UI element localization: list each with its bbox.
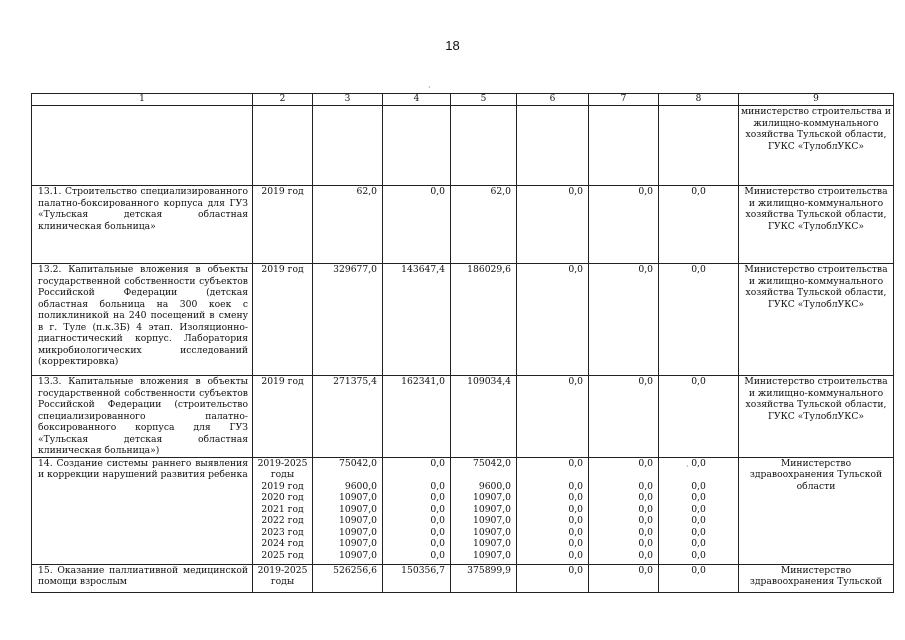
period: 2019 год xyxy=(253,264,313,376)
period: 2023 год xyxy=(261,526,304,538)
amount: 0,0 xyxy=(430,526,445,538)
amount: 0,0 xyxy=(691,549,706,561)
amount: 9600,0 xyxy=(478,480,511,492)
total-amount-list xyxy=(313,457,383,564)
regional-amount-list xyxy=(451,457,517,564)
amount: 10907,0 xyxy=(473,492,511,503)
regional-amount: 109034,4 xyxy=(451,376,517,458)
col-header: 9 xyxy=(739,94,894,106)
col-header: 5 xyxy=(451,94,517,106)
amount: 0,0 xyxy=(691,480,706,492)
amount: 0,0 xyxy=(568,526,583,538)
column-number-row xyxy=(32,94,894,106)
col7-amount-list xyxy=(589,457,659,564)
federal-amount: 162341,0 xyxy=(383,376,451,458)
period-list xyxy=(253,457,313,564)
amount: 0,0 xyxy=(568,549,583,561)
amount: 0,0 xyxy=(568,492,583,503)
amount: 0,0 xyxy=(638,480,653,492)
amount: 0,0 xyxy=(638,526,653,538)
federal-amount: 150356,7 xyxy=(383,564,451,592)
responsible-executor: Министерство здравоохранения Тульской области xyxy=(739,457,894,564)
amount: 0,0 xyxy=(430,457,445,469)
col8-amount: 0,0 xyxy=(659,376,739,458)
amount: 0,0 xyxy=(691,492,706,503)
table-row xyxy=(32,186,894,264)
table-row xyxy=(32,376,894,458)
col-header: 1 xyxy=(32,94,253,106)
col7-amount: 0,0 xyxy=(589,264,659,376)
regional-amount: 375899,9 xyxy=(451,564,517,592)
table-row xyxy=(32,564,894,592)
amount: 10907,0 xyxy=(339,549,377,561)
col-header: 3 xyxy=(313,94,383,106)
federal-amount-list xyxy=(383,457,451,564)
responsible-executor: Министерство строительства и жилищно-коммунального хозяйства Тульской области, ГУКС «ТулоблУКС» xyxy=(739,186,894,264)
federal-amount: 0,0 xyxy=(383,186,451,264)
amount: 10907,0 xyxy=(339,515,377,526)
amount: 0,0 xyxy=(638,492,653,503)
amount: 0,0 xyxy=(568,538,583,549)
amount: 10907,0 xyxy=(473,503,511,515)
amount: 0,0 xyxy=(430,480,445,492)
period: 2019-2025 годы xyxy=(253,564,313,592)
program-table xyxy=(31,93,894,593)
amount: 0,0 xyxy=(638,503,653,515)
period: 2021 год xyxy=(261,503,304,515)
page-number: 18 xyxy=(445,38,460,53)
amount: 75042,0 xyxy=(339,457,377,469)
responsible-executor: министерство строительства и жилищно-коммунального хозяйства Тульской области, ГУКС «ТулоблУКС» xyxy=(739,106,894,186)
amount: 0,0 xyxy=(430,538,445,549)
total-amount: 271375,4 xyxy=(313,376,383,458)
period: 2025 год xyxy=(261,549,304,561)
amount: 0,0 xyxy=(638,538,653,549)
col7-amount: 0,0 xyxy=(589,186,659,264)
amount: 0,0 xyxy=(568,480,583,492)
col8-amount: 0,0 xyxy=(659,564,739,592)
amount: 10907,0 xyxy=(473,538,511,549)
amount: 10907,0 xyxy=(473,549,511,561)
col-header: 8 xyxy=(659,94,739,106)
table-row xyxy=(32,264,894,376)
responsible-executor: Министерство строительства и жилищно-коммунального хозяйства Тульской области, ГУКС «ТулоблУКС» xyxy=(739,376,894,458)
amount: 10907,0 xyxy=(339,538,377,549)
amount: 0,0 xyxy=(568,457,583,469)
period: 2019 год xyxy=(253,376,313,458)
col-header: 2 xyxy=(253,94,313,106)
col6-amount: 0,0 xyxy=(517,264,589,376)
responsible-executor: Министерство строительства и жилищно-коммунального хозяйства Тульской области, ГУКС «ТулоблУКС» xyxy=(739,264,894,376)
scan-speck: · xyxy=(428,83,431,92)
col7-amount: 0,0 xyxy=(589,376,659,458)
amount: 0,0 xyxy=(568,503,583,515)
amount: 10907,0 xyxy=(339,503,377,515)
col-header: 4 xyxy=(383,94,451,106)
period: 2019-2025 годы xyxy=(257,457,308,480)
col7-amount: 0,0 xyxy=(589,564,659,592)
amount: 0,0 xyxy=(638,549,653,561)
col-header: 6 xyxy=(517,94,589,106)
amount: 9600,0 xyxy=(344,480,377,492)
responsible-executor: Министерство здравоохранения Тульской xyxy=(739,564,894,592)
col6-amount: 0,0 xyxy=(517,376,589,458)
total-amount: 62,0 xyxy=(313,186,383,264)
col8-amount: 0,0 xyxy=(659,264,739,376)
total-amount: 526256,6 xyxy=(313,564,383,592)
amount: 0,0 xyxy=(638,515,653,526)
amount: 75042,0 xyxy=(473,457,511,469)
period: 2024 год xyxy=(261,538,304,549)
amount: 0,0 xyxy=(430,503,445,515)
scan-speck: · xyxy=(686,462,689,471)
amount: 0,0 xyxy=(430,515,445,526)
amount: 10907,0 xyxy=(339,492,377,503)
amount: 0,0 xyxy=(691,515,706,526)
regional-amount: 186029,6 xyxy=(451,264,517,376)
measure-name: 13.2. Капитальные вложения в объекты государственной собственности субъектов Российской Федерации (детская областная больница на 300 коек с поликлиникой на 240 посещений в смену в г. Туле (п.к.3Б) 4 этап. Изоляционно-диагностический корпус. Лаборатория микробиологических исследований (корректировка) xyxy=(32,264,253,376)
period: 2022 год xyxy=(261,515,304,526)
col6-amount: 0,0 xyxy=(517,186,589,264)
measure-name: 15. Оказание паллиативной медицинской помощи взрослым xyxy=(32,564,253,592)
measure-name: 14. Создание системы раннего выявления и коррекции нарушений развития ребенка xyxy=(32,457,253,564)
period: 2019 год xyxy=(253,186,313,264)
table-row xyxy=(32,457,894,564)
col8-amount-list xyxy=(659,457,739,564)
amount: 10907,0 xyxy=(473,526,511,538)
amount: 0,0 xyxy=(691,526,706,538)
period: 2020 год xyxy=(261,492,304,503)
regional-amount: 62,0 xyxy=(451,186,517,264)
amount: 10907,0 xyxy=(473,515,511,526)
amount: 0,0 xyxy=(691,503,706,515)
amount: 0,0 xyxy=(568,515,583,526)
amount: 10907,0 xyxy=(339,526,377,538)
col6-amount: 0,0 xyxy=(517,564,589,592)
table-row xyxy=(32,106,894,186)
measure-name: 13.3. Капитальные вложения в объекты государственной собственности субъектов Российской Федерации (строительство специализированного палатно-боксированного корпуса для ГУЗ «Тульская детская областная клиническая больница») xyxy=(32,376,253,458)
amount: 0,0 xyxy=(691,457,706,469)
amount: 0,0 xyxy=(430,492,445,503)
col8-amount: 0,0 xyxy=(659,186,739,264)
amount: 0,0 xyxy=(691,538,706,549)
federal-amount: 143647,4 xyxy=(383,264,451,376)
amount: 0,0 xyxy=(638,457,653,469)
measure-name: 13.1. Строительство специализированного палатно-боксированного корпуса для ГУЗ «Тульская детская областная клиническая больница» xyxy=(32,186,253,264)
period: 2019 год xyxy=(261,480,304,492)
col-header: 7 xyxy=(589,94,659,106)
col6-amount-list xyxy=(517,457,589,564)
amount: 0,0 xyxy=(430,549,445,561)
total-amount: 329677,0 xyxy=(313,264,383,376)
